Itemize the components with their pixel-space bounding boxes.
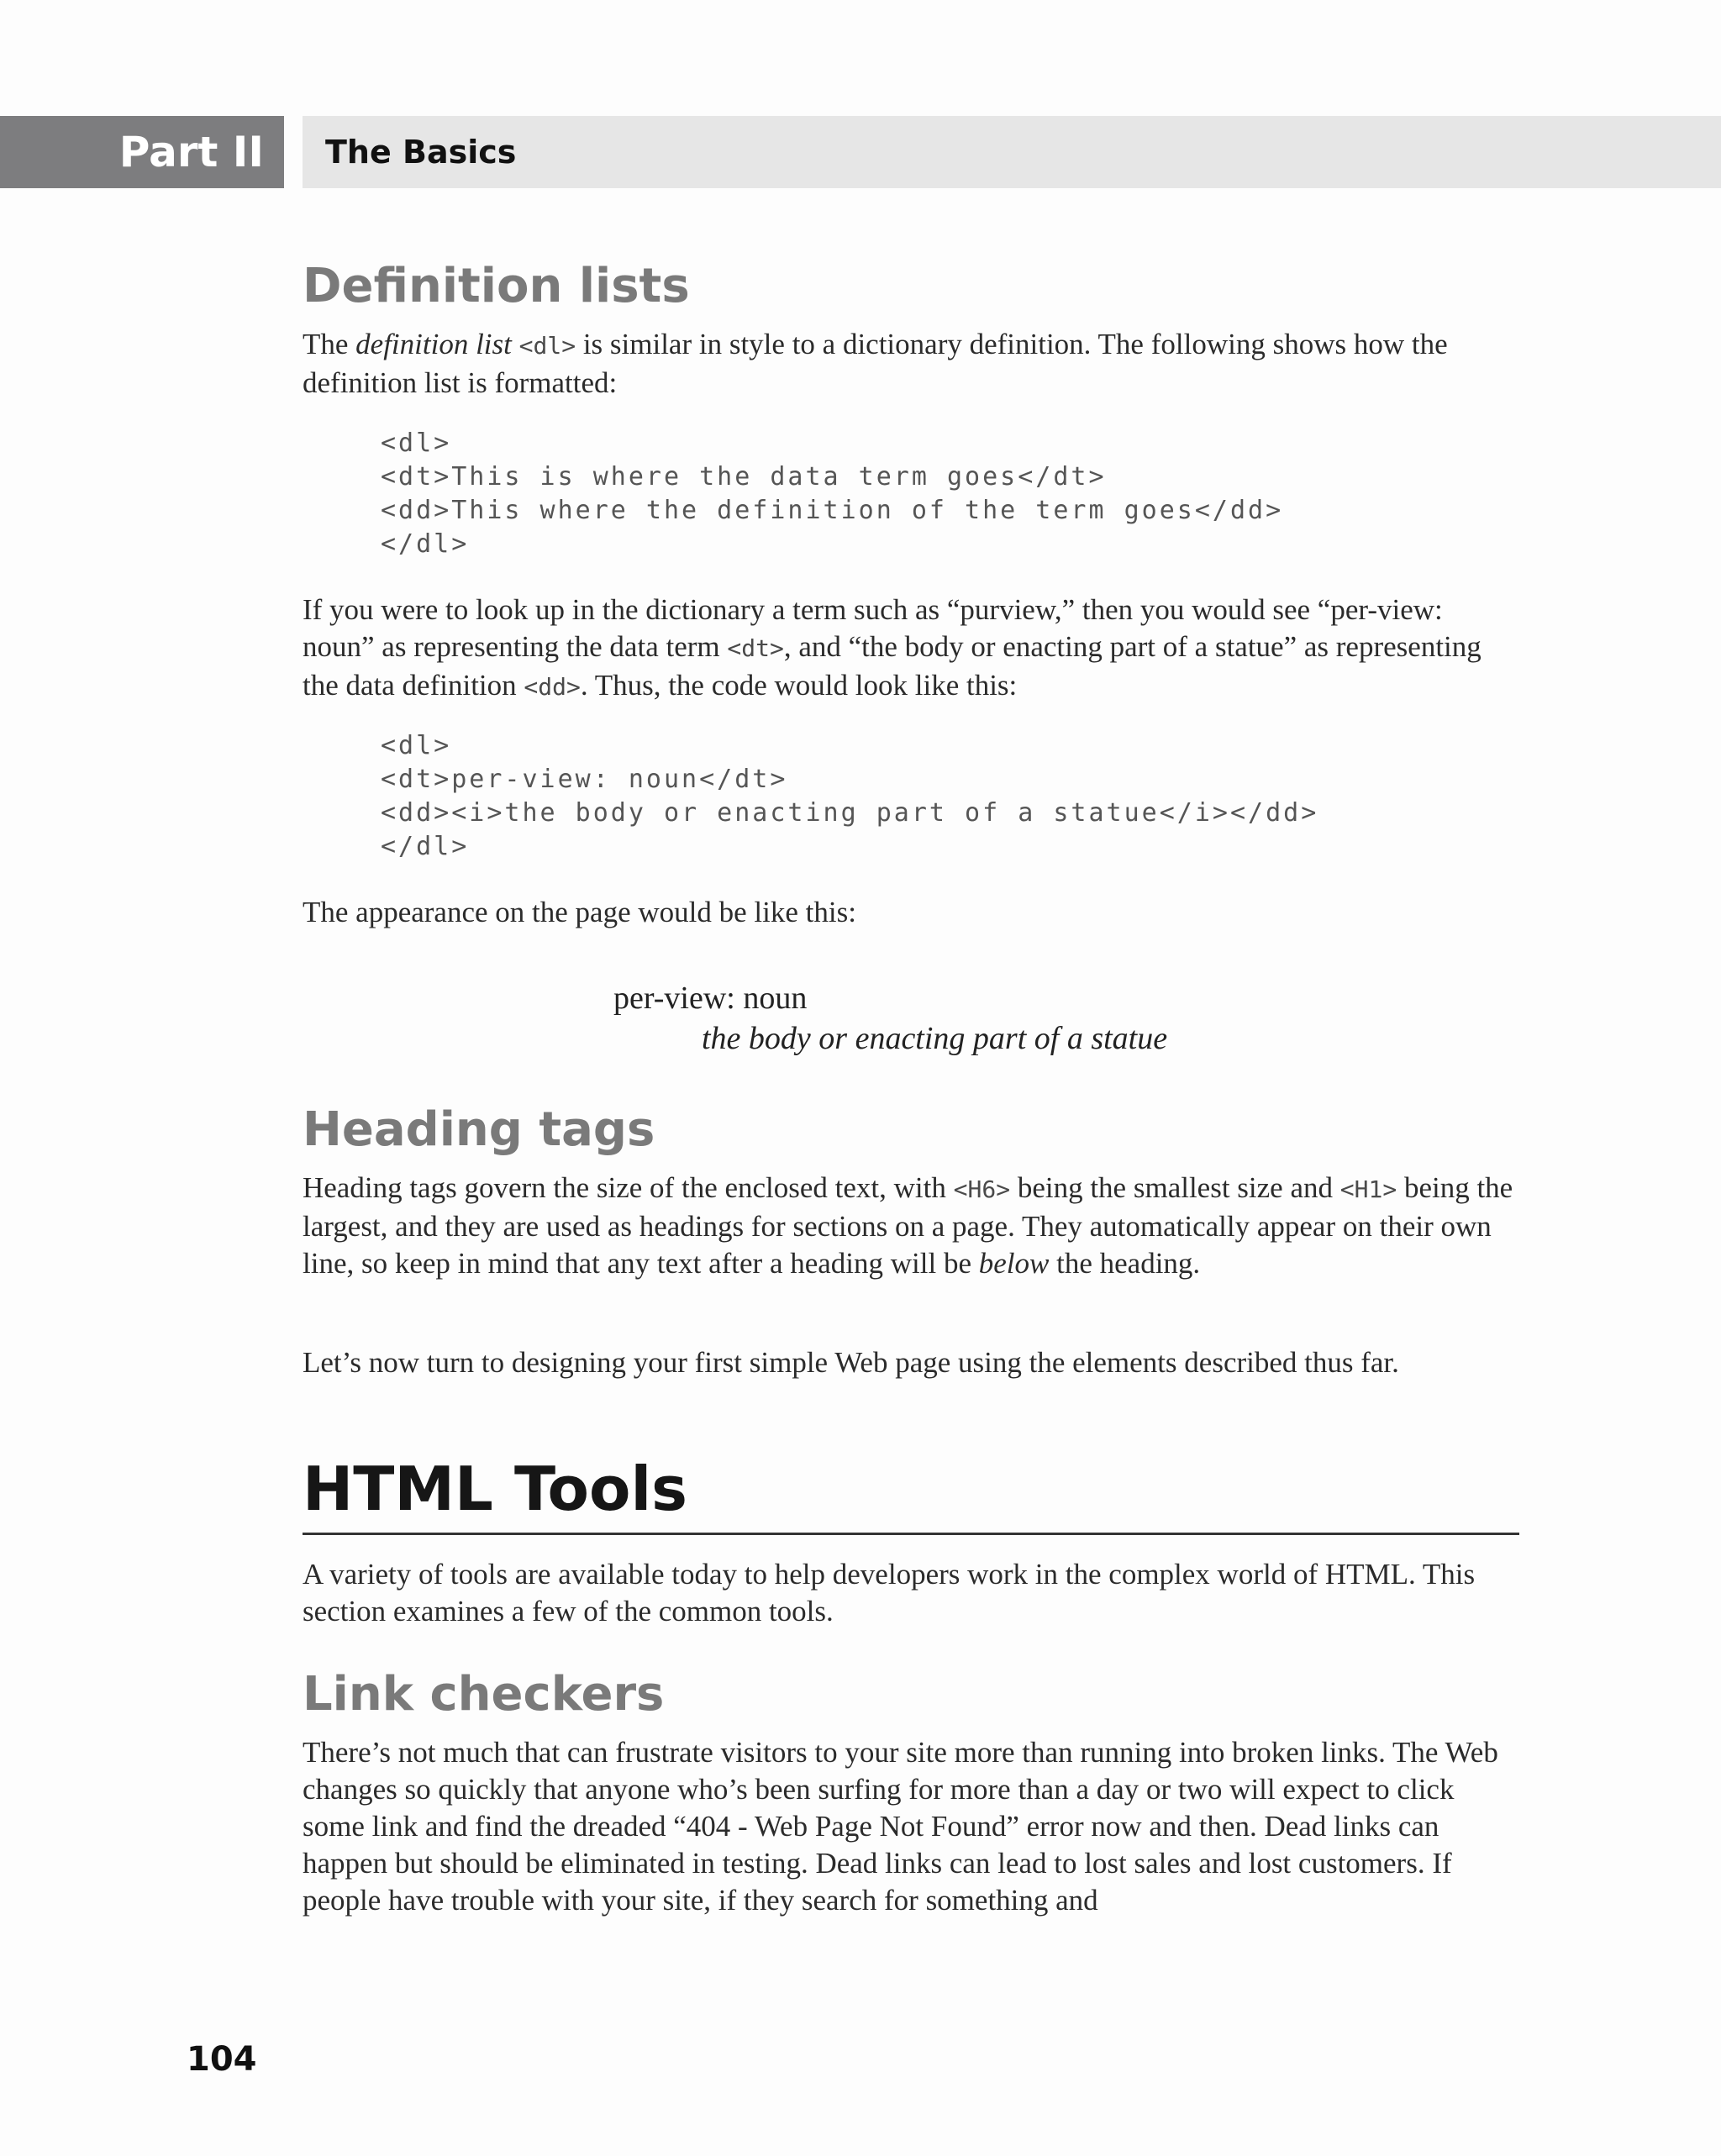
section-heading-definition-lists (303, 259, 1519, 313)
code-line: <dl> (381, 731, 452, 760)
definition-list-intro (303, 326, 1519, 402)
appearance-paragraph: The appearance on the page would be like this: (303, 896, 856, 928)
intro-term: definition list (355, 328, 512, 360)
part-tab (0, 116, 284, 188)
example-definition: the body or enacting part of a statue (702, 1021, 1168, 1056)
heading-tags-paragraph (303, 1170, 1519, 1282)
intro-text-start: The (303, 328, 356, 360)
example-term: per-view: noun (613, 981, 808, 1016)
code-line: <dd>This where the definition of the term goes</dd> (381, 496, 1284, 525)
heading-tags-emphasis: below (978, 1247, 1050, 1280)
html-tools-paragraph-block (303, 1556, 1519, 1630)
section-heading-link-checkers (303, 1667, 1519, 1722)
html-tools-paragraph: A variety of tools are available today to help developers work in the complex world of HTML. This section examines a few of the common tools. (303, 1558, 1476, 1628)
link-checkers-paragraph-block (303, 1734, 1519, 1919)
code-line: <dt>per-view: noun</dt> (381, 765, 788, 794)
heading-definition-lists: Definition lists (303, 259, 690, 313)
heading-tags-text-4: the heading. (1049, 1247, 1201, 1280)
appearance-paragraph-block (303, 894, 1519, 931)
rendered-example (613, 978, 1167, 1059)
heading-heading-tags: Heading tags (303, 1102, 655, 1157)
code-block-definition-list (381, 427, 1283, 561)
code-line: <dd><i>the body or enacting part of a statue</i></dd> (381, 798, 1319, 828)
designing-paragraph: Let’s now turn to designing your first simple Web page using the elements described thus far. (303, 1346, 1399, 1379)
purview-text-3: . Thus, the code would look like this: (580, 669, 1018, 702)
inline-code-dd: <dd> (524, 673, 581, 701)
intro-paragraph (303, 326, 1519, 402)
section-heading-html-tools (303, 1454, 1519, 1524)
purview-paragraph (303, 592, 1519, 706)
purview-text-2: , and “the body or enacting part of a statue” as representing the data definition (303, 630, 1482, 702)
part-title: The Basics (325, 134, 517, 171)
part-label: Part II (118, 128, 264, 176)
code-block-purview (381, 729, 1318, 864)
purview-text-1: If you were to look up in the dictionary a term such as “purview,” then you would see “per-view: noun” as representing the data term (303, 593, 1443, 663)
code-line: </dl> (381, 832, 470, 861)
heading-tags-paragraph-block (303, 1170, 1519, 1282)
purview-paragraph-block (303, 592, 1519, 706)
code-line: <dt>This is where the data term goes</dt> (381, 462, 1107, 492)
heading-tags-text-1: Heading tags govern the size of the enclosed text, with (303, 1171, 954, 1204)
inline-code-dl: <dl> (518, 332, 576, 360)
heading-html-tools: HTML Tools (303, 1454, 687, 1524)
inline-code-dt: <dt> (727, 634, 784, 662)
heading-link-checkers: Link checkers (303, 1667, 665, 1722)
section-heading-heading-tags (303, 1102, 1519, 1157)
inline-code-h6: <H6> (953, 1175, 1011, 1203)
heading-rule (303, 1533, 1519, 1535)
inline-code-h1: <H1> (1339, 1175, 1397, 1203)
intro-text-end: is similar in style to a dictionary definition. The following shows how the definition list is formatted: (303, 328, 1448, 399)
link-checkers-paragraph: There’s not much that can frustrate visitors to your site more than running into broken links. The Web changes so quickly that anyone who’s been surfing for more than a day or two will expect to click some link and find the dreaded “404 - Web Page Not Found” error now and then. Dead links can happen but should be eliminated in testing. Dead links can lead to lost sales and lost customers. If people have trouble with your site, if they search for something and (303, 1736, 1498, 1917)
code-line: </dl> (381, 529, 470, 559)
running-header (303, 116, 1721, 188)
code-line: <dl> (381, 429, 452, 458)
designing-paragraph-block (303, 1344, 1519, 1381)
page-number: 104 (187, 2040, 257, 2079)
heading-tags-text-2: being the smallest size and (1010, 1171, 1340, 1204)
heading-tags-text-3: being the largest, and they are used as headings for sections on a page. They automatically appear on their own line, so keep in mind that any text after a heading will be (303, 1171, 1513, 1280)
